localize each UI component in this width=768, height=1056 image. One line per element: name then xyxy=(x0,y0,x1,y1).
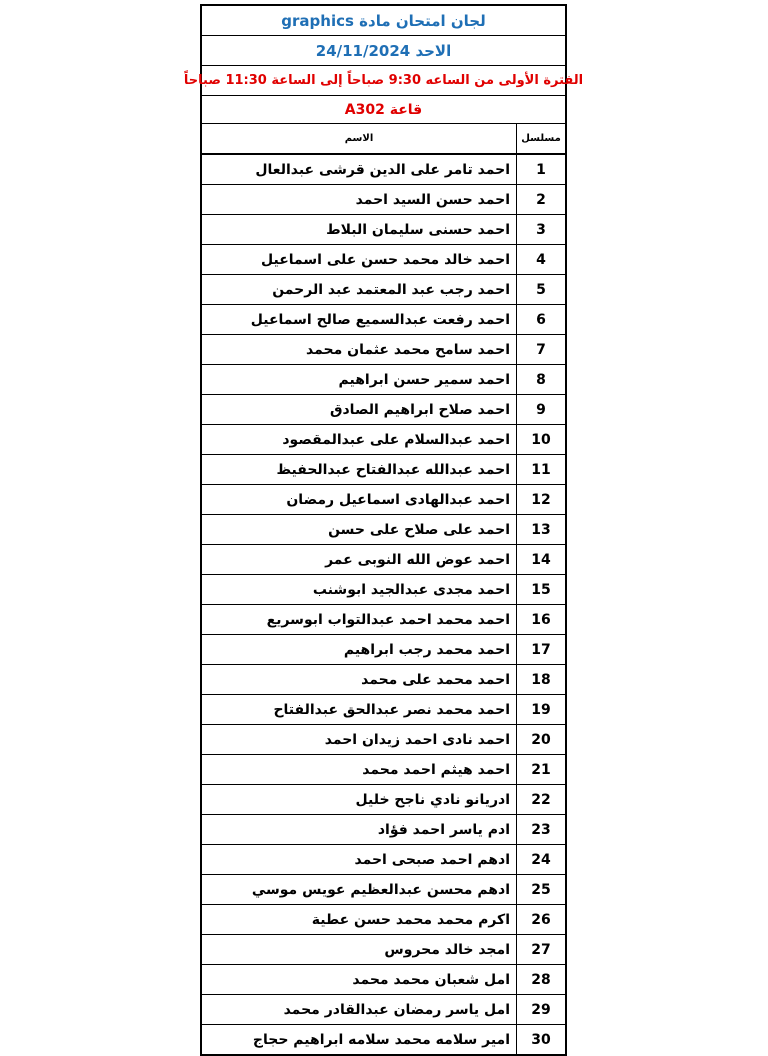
table-row xyxy=(202,575,565,605)
serial-number: 14 xyxy=(516,545,565,574)
student-name: امل ياسر رمضان عبدالقادر محمد xyxy=(283,1001,510,1018)
student-name: احمد تامر على الدين قرشى عبدالعال xyxy=(255,161,510,178)
student-name: ادهم احمد صبحى احمد xyxy=(354,851,510,868)
table-row xyxy=(202,305,565,335)
table-row xyxy=(202,935,565,965)
serial-number: 10 xyxy=(516,425,565,454)
serial-number: 27 xyxy=(516,935,565,964)
student-name: امجد خالد محروس xyxy=(384,941,510,958)
table-row xyxy=(202,815,565,845)
serial-number: 1 xyxy=(516,155,565,184)
serial-number: 29 xyxy=(516,995,565,1024)
student-name: احمد خالد محمد حسن على اسماعيل xyxy=(260,251,510,268)
student-name: احمد على صلاح على حسن xyxy=(328,521,510,538)
student-name: احمد محمد نصر عبدالحق عبدالفتاح xyxy=(273,701,510,718)
serial-number: 15 xyxy=(516,575,565,604)
serial-number: 21 xyxy=(516,755,565,784)
table-row xyxy=(202,185,565,215)
table-row xyxy=(202,425,565,455)
table-row xyxy=(202,695,565,725)
serial-number: 17 xyxy=(516,635,565,664)
student-name: احمد رجب عبد المعتمد عبد الرحمن xyxy=(272,281,510,298)
hall-code: A302 xyxy=(344,101,385,118)
name-column-header: الاسم xyxy=(344,133,374,144)
table-row xyxy=(202,365,565,395)
exam-sheet xyxy=(183,4,584,1056)
table-row xyxy=(202,785,565,815)
serial-number: 11 xyxy=(516,455,565,484)
serial-number: 6 xyxy=(516,305,565,334)
student-name: احمد مجدى عبدالجيد ابوشنب xyxy=(312,581,510,598)
exam-period xyxy=(183,66,584,96)
table-row xyxy=(202,245,565,275)
table-row xyxy=(202,1025,565,1054)
student-name: احمد رفعت عبدالسميع صالح اسماعيل xyxy=(250,311,510,328)
student-name: احمد حسنى سليمان البلاط xyxy=(326,221,510,238)
student-name: ادم ياسر احمد فؤاد xyxy=(377,821,510,838)
student-name: احمد عبدالله عبدالفتاح عبدالحفيظ xyxy=(276,461,510,478)
table-row xyxy=(202,755,565,785)
table-row xyxy=(202,275,565,305)
serial-number: 9 xyxy=(516,395,565,424)
serial-number: 22 xyxy=(516,785,565,814)
student-name: احمد محمد احمد عبدالتواب ابوسريع xyxy=(266,611,510,628)
student-name: احمد عبدالهادى اسماعيل رمضان xyxy=(286,491,510,508)
student-name: اكرم محمد محمد حسن عطية xyxy=(311,911,510,928)
student-name: احمد عوض الله النوبى عمر xyxy=(325,551,510,568)
table-row xyxy=(202,635,565,665)
student-name: احمد حسن السيد احمد xyxy=(355,191,510,208)
students-table-body xyxy=(202,155,565,1054)
serial-number: 30 xyxy=(516,1025,565,1054)
serial-number: 28 xyxy=(516,965,565,994)
student-name: احمد نادى احمد زيدان احمد xyxy=(324,731,510,748)
exam-date: 24/11/2024 xyxy=(315,41,411,60)
exam-date-line xyxy=(202,36,565,66)
serial-number: 13 xyxy=(516,515,565,544)
table-row xyxy=(202,845,565,875)
table-row xyxy=(202,335,565,365)
table-row xyxy=(202,155,565,185)
title-subject: graphics xyxy=(281,11,354,30)
student-name: احمد محمد على محمد xyxy=(361,671,510,688)
column-header-row xyxy=(202,124,565,155)
student-name: احمد سامح محمد عثمان محمد xyxy=(306,341,510,358)
table-row xyxy=(202,725,565,755)
serial-number: 5 xyxy=(516,275,565,304)
student-name: ادهم محسن عبدالعظيم عويس موسي xyxy=(251,881,510,898)
table-row xyxy=(202,485,565,515)
serial-number: 26 xyxy=(516,905,565,934)
table-row xyxy=(202,905,565,935)
serial-number: 23 xyxy=(516,815,565,844)
student-name: احمد هيثم احمد محمد xyxy=(362,761,510,778)
sheet-title xyxy=(202,6,565,36)
serial-number: 2 xyxy=(516,185,565,214)
exam-hall xyxy=(202,96,565,124)
exam-day: الاحد xyxy=(415,41,452,60)
serial-number: 12 xyxy=(516,485,565,514)
serial-number: 24 xyxy=(516,845,565,874)
serial-column-header: مسلسل xyxy=(516,124,565,153)
table-row xyxy=(202,515,565,545)
exam-period-text: الفترة الأولى من الساعه 9:30 صباحاً إلى الساعة 11:30 صباحاً xyxy=(183,73,584,88)
student-name: احمد محمد رجب ابراهيم xyxy=(343,641,510,658)
table-row xyxy=(202,605,565,635)
table-row xyxy=(202,665,565,695)
table-row xyxy=(202,455,565,485)
table-row xyxy=(202,995,565,1025)
serial-number: 18 xyxy=(516,665,565,694)
table-row xyxy=(202,545,565,575)
table-row xyxy=(202,395,565,425)
student-name: احمد عبدالسلام على عبدالمقصود xyxy=(282,431,510,448)
serial-number: 19 xyxy=(516,695,565,724)
table-row xyxy=(202,875,565,905)
serial-number: 8 xyxy=(516,365,565,394)
serial-number: 3 xyxy=(516,215,565,244)
hall-label: قاعة xyxy=(389,101,423,118)
serial-number: 7 xyxy=(516,335,565,364)
serial-number: 20 xyxy=(516,725,565,754)
student-name: امير سلامه محمد سلامه ابراهيم حجاج xyxy=(252,1031,510,1048)
table-row xyxy=(202,215,565,245)
serial-number: 25 xyxy=(516,875,565,904)
title-prefix: لجان امتحان مادة xyxy=(359,11,486,30)
student-name: امل شعبان محمد محمد xyxy=(352,971,510,988)
student-name: ادريانو نادي ناجح خليل xyxy=(355,791,510,808)
serial-number: 4 xyxy=(516,245,565,274)
student-name: احمد صلاح ابراهيم الصادق xyxy=(329,401,510,418)
table-row xyxy=(202,965,565,995)
student-name: احمد سمير حسن ابراهيم xyxy=(338,371,510,388)
serial-number: 16 xyxy=(516,605,565,634)
